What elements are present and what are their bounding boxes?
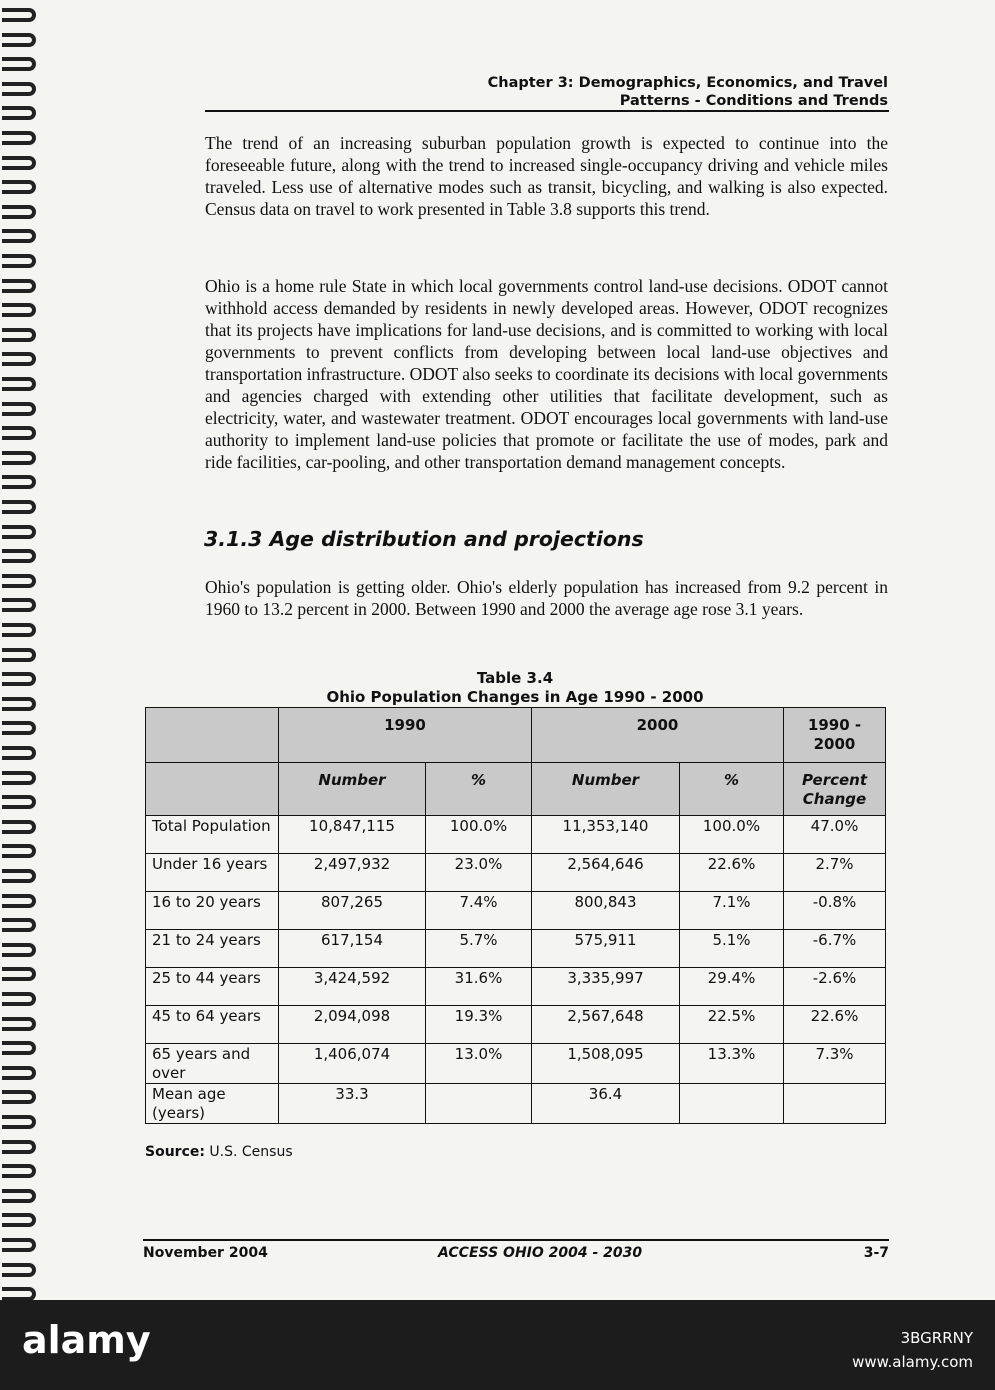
paragraph-population-older: Ohio's population is getting older. Ohio's elderly population has increased from 9.2 percent in 1960 to 13.2 percent in 2000. Between 1990 and 2000 the average age rose 3.1 years.: [205, 577, 888, 619]
binding-coil: [2, 1090, 36, 1104]
cell-number-1990: 3,424,592: [279, 968, 426, 1006]
cell-number-1990: 1,406,074: [279, 1044, 426, 1084]
cell-percent-2000: 13.3%: [680, 1044, 784, 1084]
binding-coil: [2, 967, 36, 981]
binding-coil: [2, 598, 36, 612]
source-text: U.S. Census: [209, 1144, 293, 1160]
cell-percent-2000: 22.5%: [680, 1006, 784, 1044]
binding-coil: [2, 844, 36, 858]
chapter-header-line1: Chapter 3: Demographics, Economics, and Travel: [487, 75, 888, 91]
binding-coil: [2, 1066, 36, 1080]
cell-percent-1990: 31.6%: [426, 968, 532, 1006]
table-row: [146, 930, 886, 968]
binding-coil: [2, 1164, 36, 1178]
binding-coil: [2, 180, 36, 194]
binding-coil: [2, 1287, 36, 1300]
cell-percent-2000: [680, 1084, 784, 1124]
section-title: 3.1.3 Age distribution and projections: [204, 527, 644, 551]
binding-coil: [2, 205, 36, 219]
binding-coil: [2, 894, 36, 908]
table-caption-title: Ohio Population Changes in Age 1990 - 2000: [326, 688, 704, 706]
cell-percent-2000: 7.1%: [680, 892, 784, 930]
cell-percent-1990: 19.3%: [426, 1006, 532, 1044]
binding-coil: [2, 402, 36, 416]
watermark-logo: alamy: [22, 1318, 151, 1362]
cell-number-1990: 807,265: [279, 892, 426, 930]
binding-coil: [2, 943, 36, 957]
cell-percent-2000: 22.6%: [680, 854, 784, 892]
binding-coil: [2, 1017, 36, 1031]
cell-percent-2000: 100.0%: [680, 816, 784, 854]
binding-coil: [2, 451, 36, 465]
footer-rule: [143, 1239, 889, 1241]
cell-percent-change: 7.3%: [784, 1044, 886, 1084]
binding-coil: [2, 525, 36, 539]
header-rule: [205, 110, 889, 112]
binding-coil: [2, 106, 36, 120]
subheader-number-2000: Number: [532, 763, 680, 816]
cell-percent-change: -0.8%: [784, 892, 886, 930]
binding-coil: [2, 377, 36, 391]
binding-coil: [2, 1115, 36, 1129]
binding-coil: [2, 1041, 36, 1055]
cell-percent-1990: 5.7%: [426, 930, 532, 968]
paragraph-suburban-growth: The trend of an increasing suburban population growth is expected to continue into the foreseeable future, along with the trend to increased single-occupancy driving and vehicle miles traveled. Less use of alternative modes such as transit, bicycling, and walking is also expected. Census data on travel to work presented in Table 3.8 supports this trend.: [205, 133, 888, 219]
subheader-percent-1990: %: [426, 763, 532, 816]
subheader-percent-2000: %: [680, 763, 784, 816]
cell-number-1990: 617,154: [279, 930, 426, 968]
cell-percent-2000: 29.4%: [680, 968, 784, 1006]
population-age-table: [145, 707, 886, 1124]
footer-publication: ACCESS OHIO 2004 - 2030: [438, 1245, 643, 1261]
binding-coil: [2, 918, 36, 932]
binding-coil: [2, 549, 36, 563]
row-label: Total Population: [146, 816, 279, 854]
binding-coil: [2, 131, 36, 145]
row-label: Under 16 years: [146, 854, 279, 892]
cell-percent-change: 22.6%: [784, 1006, 886, 1044]
table-corner-cell-sub: [146, 763, 279, 816]
cell-number-1990: 33.3: [279, 1084, 426, 1124]
binding-coil: [2, 352, 36, 366]
binding-coil: [2, 869, 36, 883]
cell-percent-1990: 23.0%: [426, 854, 532, 892]
cell-number-2000: 11,353,140: [532, 816, 680, 854]
binding-coil: [2, 992, 36, 1006]
binding-coil: [2, 1263, 36, 1277]
binding-coil: [2, 697, 36, 711]
binding-coil: [2, 254, 36, 268]
header-1990-2000: 1990 - 2000: [784, 708, 886, 763]
cell-percent-1990: 100.0%: [426, 816, 532, 854]
binding-coil: [2, 328, 36, 342]
cell-number-2000: 575,911: [532, 930, 680, 968]
binding-coil: [2, 574, 36, 588]
table-row: [146, 1084, 886, 1124]
binding-coil: [2, 1213, 36, 1227]
cell-number-1990: 2,094,098: [279, 1006, 426, 1044]
binding-coil: [2, 672, 36, 686]
table-row: [146, 816, 886, 854]
subheader-percent-change: Percent Change: [784, 763, 886, 816]
row-label: 21 to 24 years: [146, 930, 279, 968]
cell-percent-change: 2.7%: [784, 854, 886, 892]
watermark-image-id: 3BGRRNY: [900, 1329, 973, 1347]
footer-page-number: 3-7: [863, 1245, 889, 1261]
header-2000: 2000: [532, 708, 784, 763]
cell-number-1990: 10,847,115: [279, 816, 426, 854]
binding-coil: [2, 648, 36, 662]
cell-percent-change: -6.7%: [784, 930, 886, 968]
binding-coil: [2, 57, 36, 71]
table-row: [146, 968, 886, 1006]
source-label: Source:: [145, 1144, 205, 1160]
binding-coil: [2, 229, 36, 243]
row-label: 25 to 44 years: [146, 968, 279, 1006]
row-label: 45 to 64 years: [146, 1006, 279, 1044]
header-1990: 1990: [279, 708, 532, 763]
footer-date: November 2004: [143, 1245, 268, 1261]
cell-percent-change: -2.6%: [784, 968, 886, 1006]
binding-coil: [2, 795, 36, 809]
binding-coil: [2, 721, 36, 735]
cell-percent-change: [784, 1084, 886, 1124]
cell-percent-1990: 7.4%: [426, 892, 532, 930]
cell-number-1990: 2,497,932: [279, 854, 426, 892]
table-row: [146, 1006, 886, 1044]
cell-percent-1990: [426, 1084, 532, 1124]
spiral-binding: [0, 0, 42, 1300]
table-row: [146, 892, 886, 930]
subheader-number-1990: Number: [279, 763, 426, 816]
binding-coil: [2, 623, 36, 637]
binding-coil: [2, 33, 36, 47]
binding-coil: [2, 303, 36, 317]
cell-percent-1990: 13.0%: [426, 1044, 532, 1084]
binding-coil: [2, 1189, 36, 1203]
cell-number-2000: 2,567,648: [532, 1006, 680, 1044]
table-body: [146, 816, 886, 1124]
chapter-header-line2: Patterns - Conditions and Trends: [619, 93, 888, 109]
binding-coil: [2, 475, 36, 489]
binding-coil: [2, 156, 36, 170]
binding-coil: [2, 279, 36, 293]
cell-number-2000: 36.4: [532, 1084, 680, 1124]
binding-coil: [2, 82, 36, 96]
cell-number-2000: 1,508,095: [532, 1044, 680, 1084]
binding-coil: [2, 500, 36, 514]
table-caption-number: Table 3.4: [476, 669, 554, 687]
chapter-header: [480, 74, 888, 110]
binding-coil: [2, 820, 36, 834]
binding-coil: [2, 1238, 36, 1252]
binding-coil: [2, 426, 36, 440]
binding-coil: [2, 8, 36, 22]
table-row: [146, 854, 886, 892]
row-label: 16 to 20 years: [146, 892, 279, 930]
cell-number-2000: 2,564,646: [532, 854, 680, 892]
cell-percent-change: 47.0%: [784, 816, 886, 854]
table-row: [146, 1044, 886, 1084]
paragraph-land-use: Ohio is a home rule State in which local governments control land-use decisions. ODOT cannot withhold access demanded by residents in newly developed areas. However, ODOT recognizes that its projects have implications for land-use decisions, and is committed to working with local governments to prevent conflicts from developing between local land-use objectives and transportation infrastructure. ODOT also seeks to coordinate its decisions with local governments and agencies charged with extending other utilities that facilitate development, such as electricity, water, and wastewater treatment. ODOT encourages local governments with land-use authority to implement land-use policies that promote or facilitate the use of modes, park and ride facilities, car-pooling, and other transportation demand management concepts.: [205, 276, 888, 472]
cell-number-2000: 800,843: [532, 892, 680, 930]
binding-coil: [2, 771, 36, 785]
cell-percent-2000: 5.1%: [680, 930, 784, 968]
row-label: 65 years and over: [146, 1044, 279, 1084]
cell-number-2000: 3,335,997: [532, 968, 680, 1006]
binding-coil: [2, 1140, 36, 1154]
table-corner-cell: [146, 708, 279, 763]
table-source: [145, 1144, 293, 1160]
binding-coil: [2, 746, 36, 760]
row-label: Mean age (years): [146, 1084, 279, 1124]
watermark-url: www.alamy.com: [852, 1353, 973, 1371]
